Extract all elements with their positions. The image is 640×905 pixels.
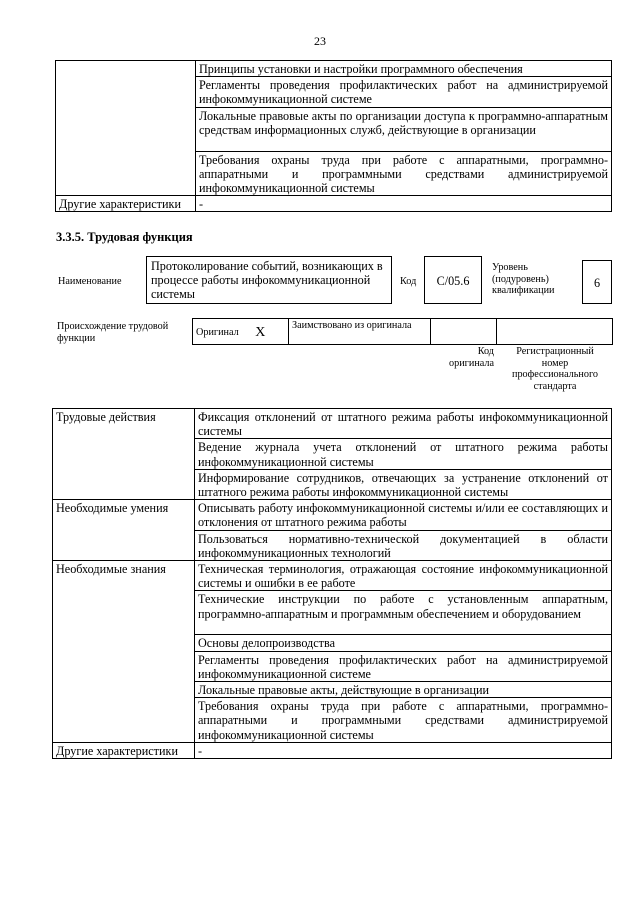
labor-action-cell: Фиксация отклонений от штатного режима работы инфокоммуникационной системы (195, 409, 612, 439)
level-box (582, 260, 612, 304)
knowledge-label: Необходимые знания (53, 561, 195, 743)
table-row (53, 561, 612, 591)
table-row (56, 196, 612, 212)
knowledge-cell: Техническая терминология, отражающая состояние инфокоммуникационной системы и ошибки в ее работе (195, 561, 612, 591)
function-code: C/05.6 (436, 274, 470, 288)
table-row (53, 409, 612, 439)
borrowed-label: Заимствовано из оригинала (289, 319, 431, 345)
continuation-table (55, 60, 612, 212)
function-name: Протоколирование событий, возникающих в процессе работы инфокоммуникационной системы (151, 259, 383, 302)
labor-actions-label: Трудовые действия (53, 409, 195, 500)
original-code-caption: Код оригинала (449, 346, 494, 369)
table-row (56, 61, 612, 77)
registration-number-caption: Регистрационный номер профессионального стандарта (512, 346, 598, 392)
labor-action-cell: Информирование сотрудников, отвечающих за устранение отклонений от штатного режима работы инфокоммуникационной системы (195, 469, 612, 499)
skill-cell: Описывать работу инфокоммуникационной системы и/или ее составляющих и отклонения от штатного режима работы (195, 500, 612, 530)
knowledge-cell: Основы делопроизводства (195, 635, 612, 651)
function-details-table (52, 408, 612, 759)
origin-table (192, 318, 613, 345)
labor-action-cell: Ведение журнала учета отклонений от штатного режима работы инфокоммуникационной системы (195, 439, 612, 469)
section-heading: 3.3.5. Трудовая функция (56, 230, 193, 244)
original-label: Оригинал (196, 326, 239, 338)
other-characteristics-value: - (195, 742, 612, 758)
other-characteristics-label: Другие характеристики (56, 196, 196, 212)
skills-label: Необходимые умения (53, 500, 195, 561)
requirement-cell: Регламенты проведения профилактических работ на администрируемой инфокоммуникационной системе (196, 77, 612, 107)
requirement-cell: Требования охраны труда при работе с аппаратными, программно-аппаратными и программными средствами администрируемой инфокоммуникационной системы (196, 151, 612, 196)
knowledge-cell: Регламенты проведения профилактических работ на администрируемой инфокоммуникационной системе (195, 651, 612, 681)
knowledge-cell: Технические инструкции по работе с установленным аппаратным, программно-аппаратным и программным обеспечением и оборудованием (195, 591, 612, 635)
original-mark: X (255, 324, 266, 340)
requirement-cell: Локальные правовые акты по организации доступа к программно-аппаратным средствам информационных служб, действующие в организации (196, 107, 612, 151)
name-label: Наименование (58, 276, 122, 287)
code-box (424, 256, 482, 304)
level-label: Уровень (подуровень) квалификации (492, 262, 555, 296)
knowledge-cell: Требования охраны труда при работе с аппаратными, программно-аппаратными и программными средствами администрируемой инфокоммуникационной системы (195, 698, 612, 743)
other-characteristics-value: - (196, 196, 612, 212)
function-name-box (146, 256, 392, 304)
other-characteristics-label: Другие характеристики (53, 742, 195, 758)
qualification-level: 6 (593, 276, 601, 290)
original-code-cell (431, 319, 497, 345)
origin-label: Происхождение трудовой функции (57, 321, 169, 344)
page-number: 23 (314, 34, 326, 48)
skill-cell: Пользоваться нормативно-технической документацией в области инфокоммуникационных технологий (195, 530, 612, 560)
registration-number-cell (497, 319, 613, 345)
empty-label-cell (56, 61, 196, 196)
knowledge-cell: Локальные правовые акты, действующие в организации (195, 682, 612, 698)
origin-original-cell (193, 319, 289, 345)
code-label: Код (400, 276, 417, 287)
requirement-cell: Принципы установки и настройки программного обеспечения (196, 61, 612, 77)
table-row (53, 500, 612, 530)
table-row (53, 742, 612, 758)
